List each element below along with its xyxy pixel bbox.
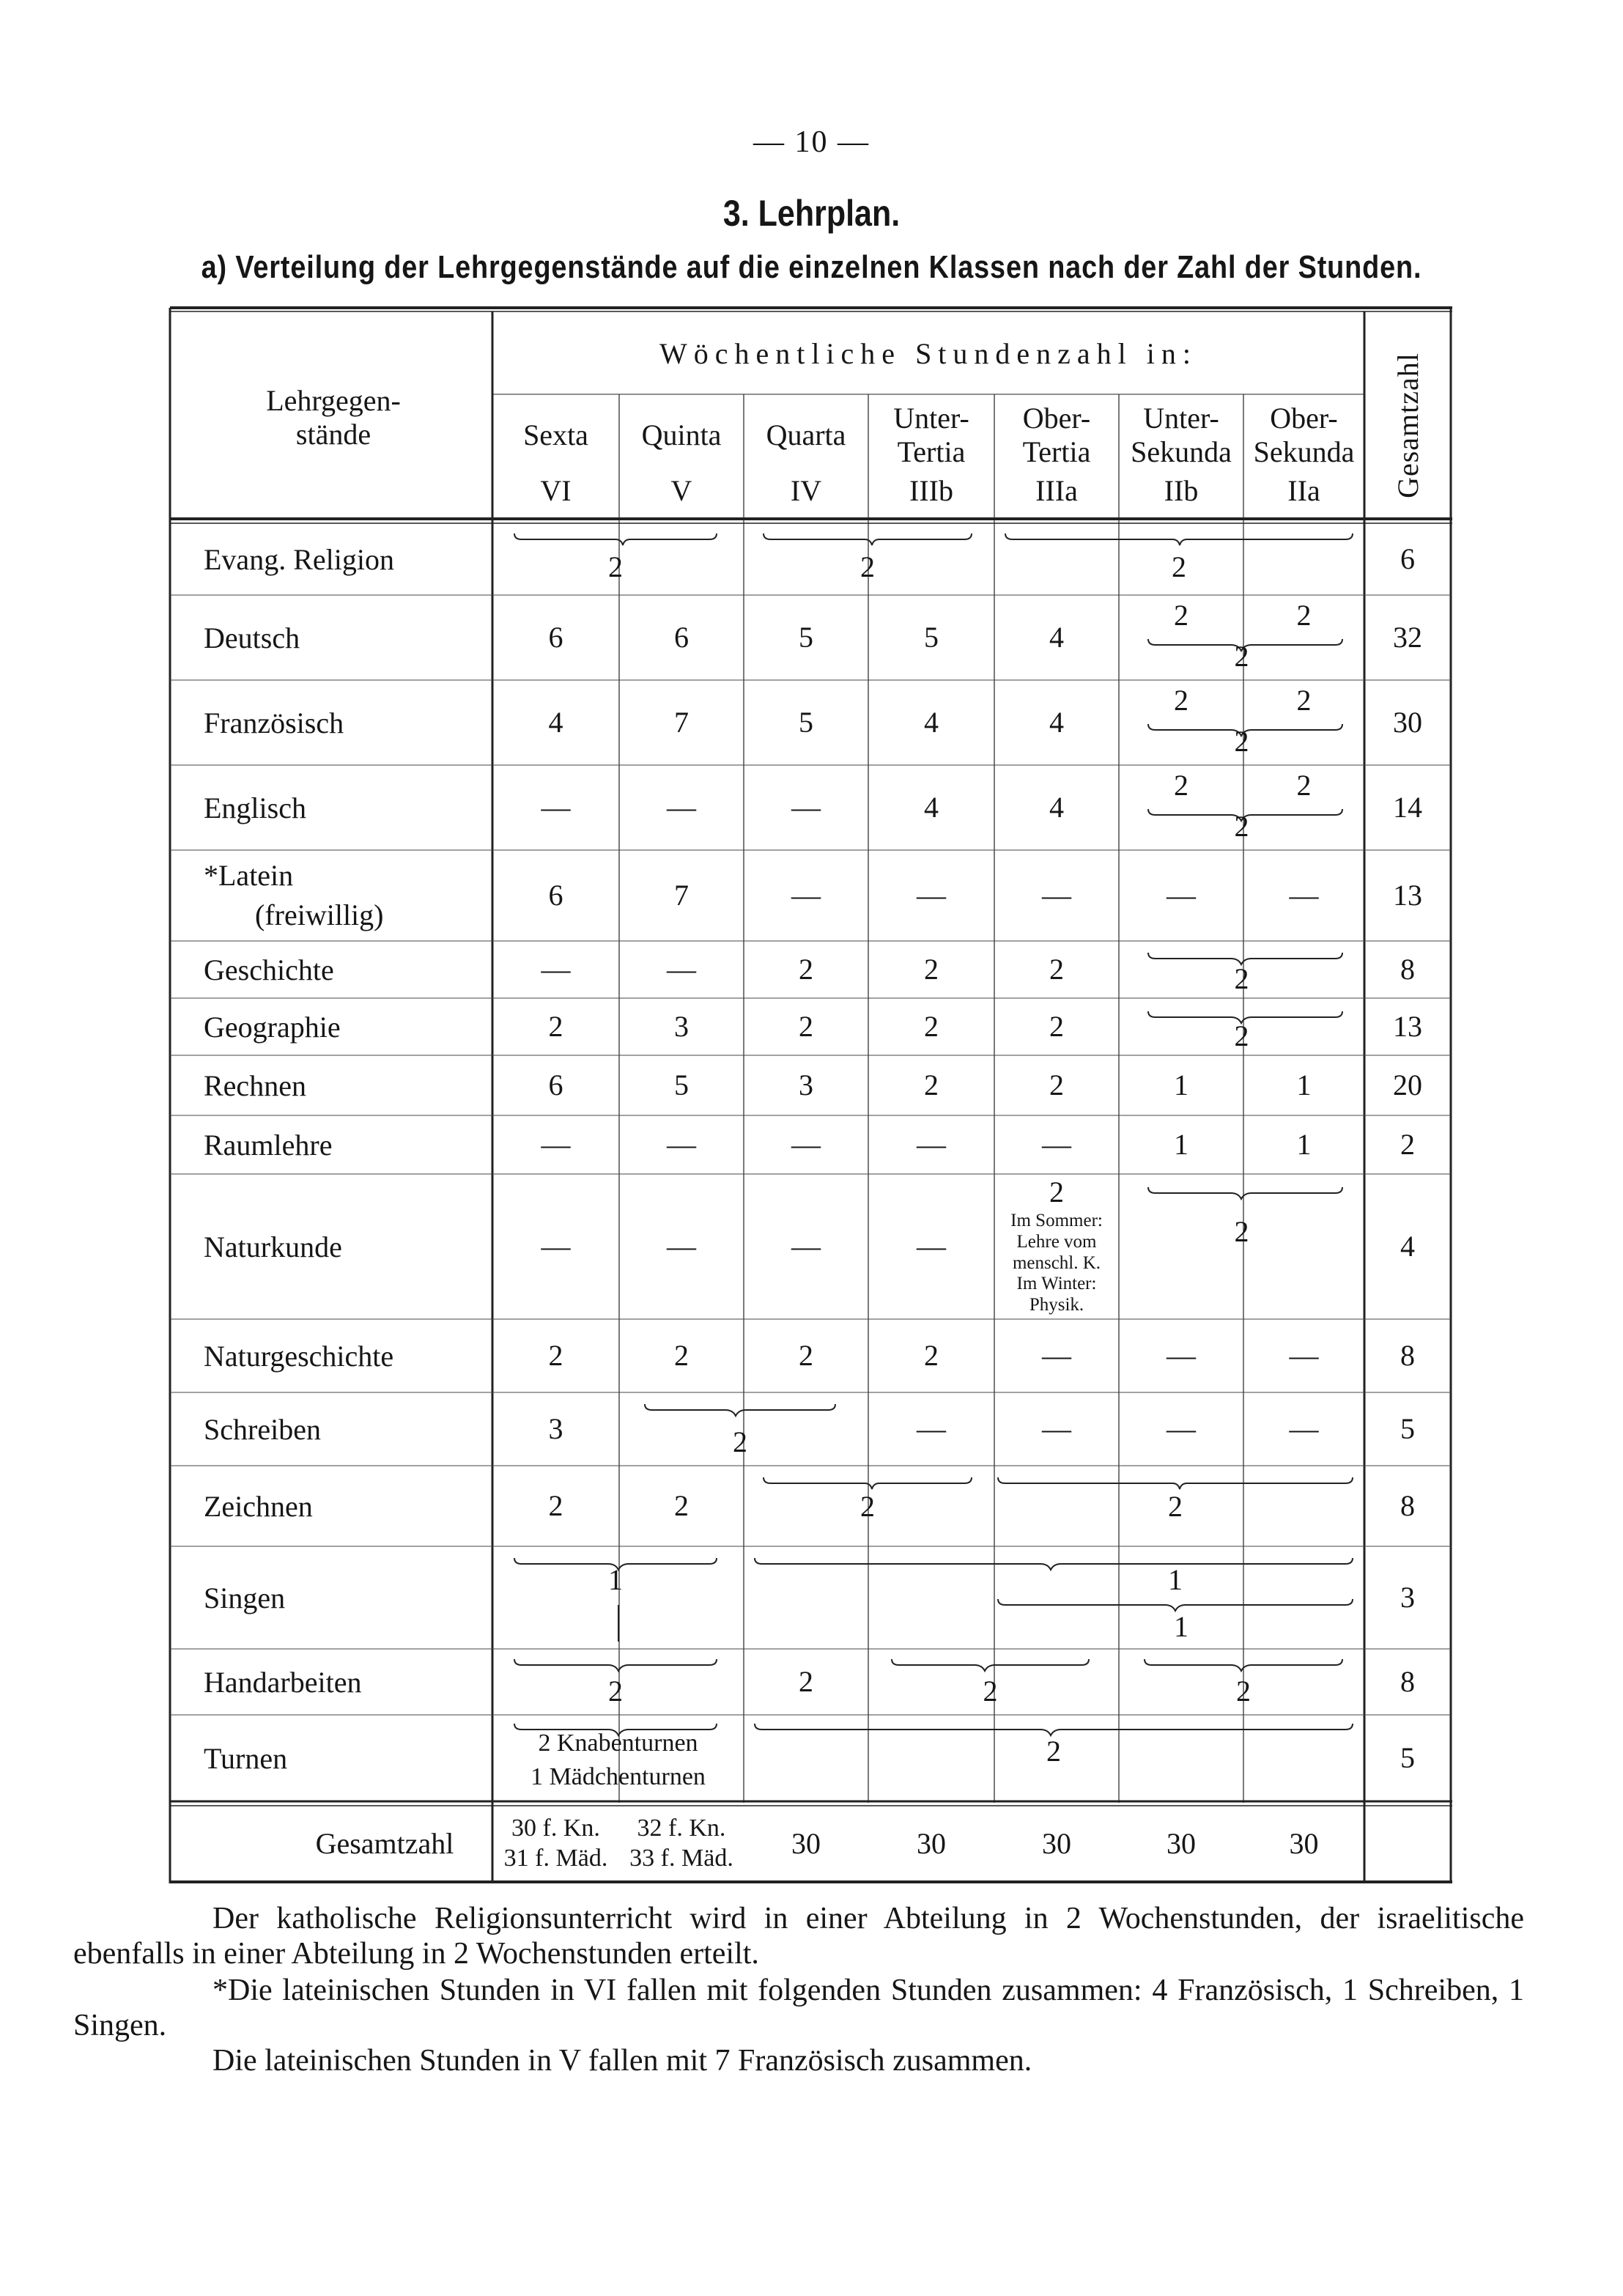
gesamt-sexta: 30 f. Kn. 31 f. Mäd. (503, 1815, 608, 1872)
cell-value: 3 (799, 1068, 813, 1101)
cell-value: 5 (924, 621, 939, 654)
cell-value: 6 (548, 621, 563, 654)
cell-value: 2 (674, 1489, 689, 1522)
class-name: Ober- Sekunda (1253, 402, 1355, 468)
cell-value: 1 (1174, 1128, 1188, 1161)
cell-value: — (917, 1128, 946, 1161)
row-total: 8 (1400, 1489, 1415, 1522)
row-label: Französisch (204, 706, 344, 739)
cell-joint-value: 2 (1236, 1675, 1251, 1708)
cell-value: 2 (924, 1068, 939, 1101)
row-label: Singen (204, 1581, 286, 1614)
cell-value: — (791, 1128, 821, 1161)
cell-value: 2 (1049, 1175, 1064, 1208)
cell-value: 5 (799, 706, 813, 739)
cell-value: 1 (1296, 1068, 1312, 1101)
gesamt-quinta: 32 f. Kn. 33 f. Mäd. (629, 1815, 733, 1872)
cell-value: — (917, 1412, 946, 1445)
cell-joint-value: 2 (608, 1675, 623, 1708)
row-total: 30 (1393, 706, 1422, 739)
class-roman: VI (540, 474, 572, 507)
row-total: 8 (1400, 1339, 1415, 1372)
cell-value: 6 (548, 1068, 563, 1101)
cell-value: — (1167, 1339, 1196, 1372)
row-total: 4 (1400, 1230, 1415, 1263)
cell-value: — (541, 1128, 571, 1161)
row-total: 13 (1393, 1010, 1422, 1043)
cell-value: 6 (548, 879, 563, 912)
cell-value: 6 (674, 621, 689, 654)
cell-value: — (541, 1230, 571, 1263)
row-label: Evang. Religion (204, 542, 394, 576)
class-roman: V (670, 474, 692, 507)
row-total: 8 (1400, 953, 1415, 986)
cell-value: 2 (799, 1010, 813, 1043)
row-label: Naturgeschichte (204, 1339, 394, 1373)
row-label: Deutsch (204, 621, 300, 654)
row-label: Englisch (204, 791, 306, 824)
class-roman: IIIa (1035, 474, 1078, 507)
cell-value: — (541, 953, 571, 986)
cell-value: 4 (924, 706, 939, 739)
class-name: Unter- Sekunda (1131, 402, 1232, 468)
class-name: Sexta (523, 418, 588, 451)
row-label: Turnen (204, 1741, 288, 1775)
cell-value: 2 (799, 953, 813, 986)
row-label: Geschichte (204, 953, 334, 986)
cell-value: 5 (674, 1068, 689, 1101)
note-catholic: Der katholische Religionsunterricht wird in einer Abteilung in 2 Wochenstunden, der israelitische ebenfalls in einer Abteilung in 2 Wochenstunden erteilt. (73, 1902, 1524, 1971)
cell-value: 2 (1174, 769, 1188, 802)
cell-value: 2 (1049, 1068, 1064, 1101)
cell-value: — (667, 791, 696, 824)
cell-joint-value: 2 (733, 1425, 747, 1458)
cell-joint-value: 2 (1234, 962, 1249, 995)
cell-value: 2 (1049, 1010, 1064, 1043)
gesamt-value: 30 (791, 1827, 821, 1860)
cell-value: 7 (674, 706, 689, 739)
cell-joint-value: 2 (1168, 1490, 1183, 1523)
row-label: Naturkunde (204, 1230, 342, 1263)
cell-value: 2 (924, 1010, 939, 1043)
class-name: Ober- Tertia (1022, 402, 1091, 468)
cell-value: 2 (1174, 599, 1188, 632)
row-label: *Latein (204, 858, 294, 892)
cell-joint-value: 2 (1234, 810, 1249, 843)
row-total: 20 (1393, 1068, 1422, 1101)
row-total: 8 (1400, 1665, 1415, 1698)
turnen-girls: 1 Mädchenturnen (530, 1762, 706, 1790)
row-label: Geographie (204, 1010, 341, 1044)
row-label: Rechnen (204, 1068, 306, 1102)
cell-value: — (1042, 879, 1071, 912)
table-subtitle: a) Verteilung der Lehrgegenstände auf die einzelnen Klassen nach der Zahl der Stunden. (201, 249, 1422, 285)
cell-value: 2 (548, 1489, 563, 1522)
cell-value: 3 (548, 1412, 563, 1445)
cell-value: — (917, 1230, 946, 1263)
row-label: Raumlehre (204, 1128, 333, 1162)
gesamt-value: 30 (917, 1827, 946, 1860)
cell-value: — (1289, 1339, 1319, 1372)
cell-value: — (541, 791, 571, 824)
row-total: 13 (1393, 879, 1422, 912)
class-name: Quinta (641, 418, 722, 451)
cell-value: 2 (924, 953, 939, 986)
cell-value: — (1167, 879, 1196, 912)
gesamt-value: 30 (1289, 1827, 1319, 1860)
cell-joint-value: 2 (1234, 640, 1249, 673)
class-name: Quarta (766, 418, 846, 451)
cell-value: — (1042, 1339, 1071, 1372)
cell-joint-value: 2 (1172, 550, 1186, 583)
row-total: 6 (1400, 542, 1415, 575)
cell-value: 1 (1296, 1128, 1312, 1161)
gesamt-label: Gesamtzahl (315, 1827, 454, 1860)
section-title: 3. Lehrplan. (722, 193, 901, 234)
cell-joint-value: 2 (983, 1675, 998, 1708)
cell-value: 7 (674, 879, 689, 912)
row-total: 2 (1400, 1128, 1415, 1161)
cell-joint-value: 2 (1234, 725, 1249, 758)
cell-value: — (791, 791, 821, 824)
row-total: 14 (1393, 791, 1422, 824)
header-total: Gesamtzahl (1391, 352, 1424, 498)
cell-joint-value: 2 (1046, 1735, 1061, 1768)
note-latin-vi: *Die lateinischen Stunden in VI fallen mit folgenden Stunden zusammen: 4 Französisch, 1 Schreiben, 1 Singen. (73, 1974, 1524, 2042)
cell-value: — (667, 1230, 696, 1263)
note-latin-v: Die lateinischen Stunden in V fallen mit 7 Französisch zusammen. (212, 2044, 1032, 2078)
cell-value: 2 (1174, 684, 1188, 717)
cell-value: 3 (674, 1010, 689, 1043)
cell-value: — (791, 1230, 821, 1263)
cell-value: 4 (1049, 706, 1064, 739)
row-total: 32 (1393, 621, 1422, 654)
cell-value: 4 (1049, 621, 1064, 654)
row-label: Zeichnen (204, 1489, 313, 1523)
cell-joint-value: 2 (1234, 1019, 1249, 1052)
header-weekly-hours: Wöchentliche Stundenzahl in: (659, 337, 1198, 370)
cell-value: — (917, 879, 946, 912)
cell-value: 2 (1049, 953, 1064, 986)
cell-value: 2 (1296, 769, 1312, 802)
gesamt-value: 30 (1167, 1827, 1196, 1860)
cell-joint-value: 2 (608, 550, 623, 583)
class-roman: IIIb (909, 474, 953, 507)
cell-value: 2 (674, 1339, 689, 1372)
cell-joint-value: 2 (860, 1490, 875, 1523)
class-roman: IIa (1287, 474, 1320, 507)
cell-joint-value: 1 (608, 1563, 623, 1596)
class-name: Unter- Tertia (893, 402, 969, 468)
cell-value: 4 (548, 706, 563, 739)
cell-value: 4 (924, 791, 939, 824)
class-roman: IIb (1164, 474, 1199, 507)
cell-joint-value: 2 (860, 550, 875, 583)
row-total: 5 (1400, 1741, 1415, 1774)
cell-value: 2 (548, 1010, 563, 1043)
cell-value: 1 (1174, 1068, 1188, 1101)
row-label: Handarbeiten (204, 1665, 362, 1699)
cell-value: 2 (924, 1339, 939, 1372)
cell-value: — (1289, 879, 1319, 912)
cell-value: — (1042, 1128, 1071, 1161)
page-number: — 10 — (753, 125, 870, 159)
cell-value: — (1289, 1412, 1319, 1445)
cell-value: Im Sommer: Lehre vom menschl. K. Im Winter: Physik. (1010, 1211, 1103, 1315)
cell-value: — (791, 879, 821, 912)
turnen-boys: 2 Knabenturnen (538, 1729, 698, 1757)
cell-value: — (1042, 1412, 1071, 1445)
cell-value: — (667, 1128, 696, 1161)
cell-value: — (667, 953, 696, 986)
cell-joint-value: 2 (1234, 1215, 1249, 1248)
cell-value: 2 (1296, 684, 1312, 717)
gesamt-value: 30 (1042, 1827, 1071, 1860)
row-total: 5 (1400, 1412, 1415, 1445)
header-subjects: Lehrgegen- stände (266, 384, 401, 451)
cell-value: 2 (799, 1339, 813, 1372)
cell-joint-value: 1 (1168, 1563, 1183, 1596)
cell-joint-value: 1 (1174, 1610, 1188, 1643)
row-total: 3 (1400, 1581, 1415, 1614)
cell-value: — (1167, 1412, 1196, 1445)
cell-value: 2 (1296, 599, 1312, 632)
row-label: Schreiben (204, 1412, 321, 1446)
class-roman: IV (790, 474, 822, 507)
cell-value: 2 (548, 1339, 563, 1372)
cell-value: 5 (799, 621, 813, 654)
cell-value: 4 (1049, 791, 1064, 824)
row-label-note: (freiwillig) (255, 898, 384, 931)
cell-value: 2 (799, 1665, 813, 1698)
